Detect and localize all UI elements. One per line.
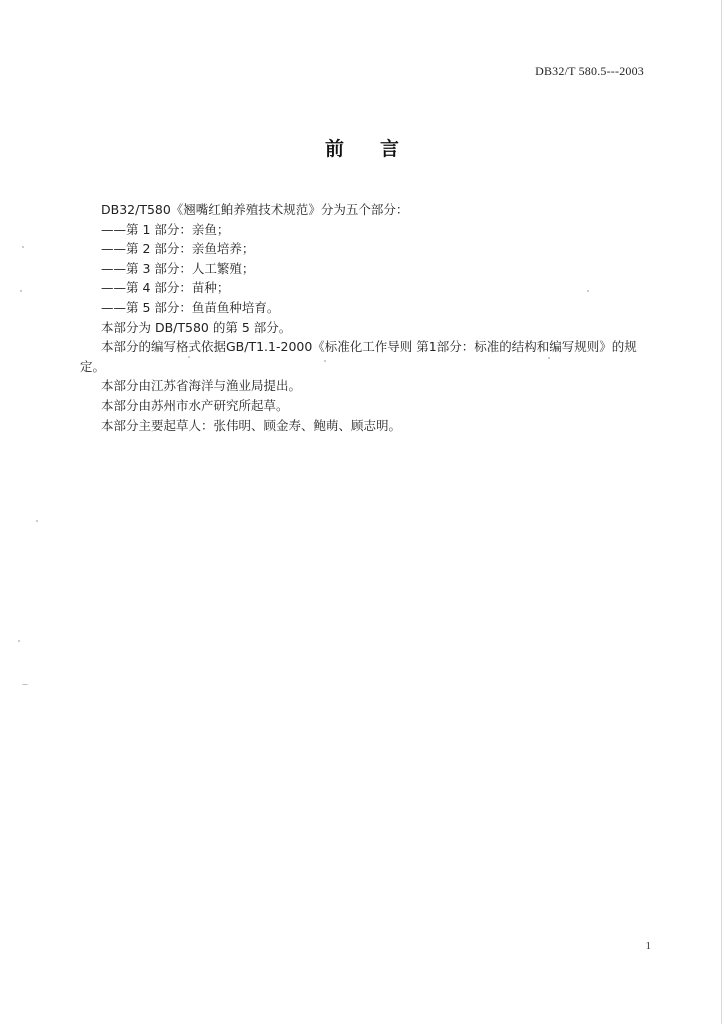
list-item-part-1: ——第 1 部分：亲鱼； — [101, 221, 230, 237]
paragraph-format-basis: 本部分的编写格式依据GB/T1.1-2000《标准化工作导则 第1部分：标准的结构和编写规则》的规定。 — [80, 339, 637, 374]
page-title — [0, 134, 724, 161]
scan-speck — [22, 684, 28, 685]
foreword-body — [80, 200, 652, 435]
list-item-part-3: ——第 3 部分：人工繁殖； — [101, 260, 255, 276]
scan-speck — [18, 640, 20, 642]
list-item-part-2: ——第 2 部分：亲鱼培养； — [101, 241, 255, 257]
document-code: DB32/T 580.5---2003 — [535, 64, 644, 78]
scan-speck — [36, 520, 38, 522]
paragraph-part-statement: 本部分为 DB/T580 的第 5 部分。 — [101, 319, 292, 335]
paragraph-proposed-by: 本部分由江苏省海洋与渔业局提出。 — [101, 378, 302, 394]
scan-speck — [324, 360, 326, 362]
title-char-2: 言 — [380, 138, 400, 160]
paragraph-drafted-by: 本部分由苏州市水产研究所起草。 — [101, 397, 289, 413]
list-item-part-4: ——第 4 部分：苗种； — [101, 280, 230, 296]
scan-speck — [548, 357, 550, 359]
paragraph-intro: DB32/T580《翘嘴红鲌养殖技术规范》分为五个部分： — [101, 202, 409, 217]
scan-speck — [587, 290, 589, 292]
scan-speck — [188, 356, 190, 358]
list-item-part-5: ——第 5 部分：鱼苗鱼种培育。 — [101, 299, 280, 315]
paragraph-drafters: 本部分主要起草人：张伟明、顾金寿、鲍萌、顾志明。 — [101, 417, 402, 433]
title-char-1: 前 — [324, 138, 344, 160]
scan-speck — [22, 246, 24, 248]
scan-speck — [20, 290, 22, 292]
page-number: 1 — [645, 940, 651, 952]
